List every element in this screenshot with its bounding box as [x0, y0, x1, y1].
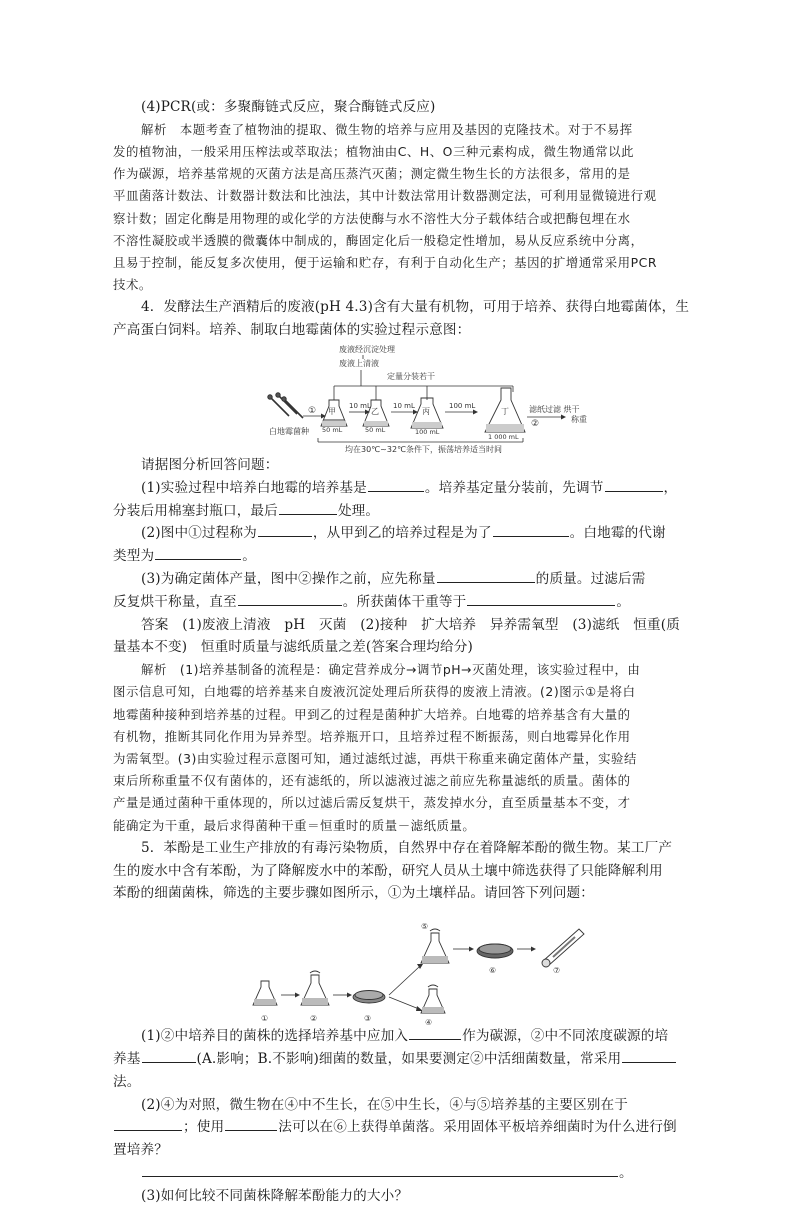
answer-line: 有机物，推断其同化作用为异养型。培养瓶开口，且培养过程不断振荡，则白地霉异化作用 — [113, 728, 631, 744]
q4-line1: (1)实验过程中培养白地霉的培养基是 。培养基定量分装前，先调节 ， — [113, 477, 683, 500]
answer-line: 5．苯酚是工业生产排放的有毒污染物质，自然界中存在着降解苯酚的微生物。某工厂产 — [141, 839, 673, 856]
text-line: 平皿菌落计数法、计数器计数法和比浊法，其中计数法常用计数器测定法，可利用显微镜进行观 — [113, 188, 657, 204]
flask-yi-letter: 乙 — [371, 407, 379, 417]
flask-jia-volume: 50 mL — [322, 426, 343, 435]
text-line: 且易于控制，能反复多次使用，便于运输和贮存，有利于自动化生产；基因的扩增通常采用PCR — [113, 255, 658, 271]
figure-phenol-screening — [113, 907, 683, 1025]
q4-line5: (3)为确定菌体产量，图中②操作之前，应先称量 的质量。过滤后需 — [113, 568, 683, 591]
fig-label-right2: 称重 — [571, 415, 587, 425]
text-line: 技术。 — [113, 277, 152, 293]
answer-blank[interactable] — [279, 500, 337, 515]
text-line: (4)PCR(或：多聚酶链式反应，聚合酶链式反应) — [141, 99, 436, 115]
answer-line: 能确定为干重，最后求得菌种干重＝恒重时的质量－滤纸质量。 — [113, 817, 476, 833]
q5-line2: 养基 (A.影响；B.不影响)细菌的数量，如果要测定②中活细菌数量，常采用 — [113, 1048, 683, 1071]
fig-label-bottom: 均在30℃~32℃条件下，振荡培养适当时间 — [345, 445, 503, 455]
flask-jia-letter: 甲 — [328, 407, 336, 417]
answer-blank[interactable] — [258, 522, 312, 537]
fig2-label-7: ⑦ — [553, 966, 561, 976]
flask-ding-letter: 丁 — [501, 407, 509, 417]
answer-blank[interactable] — [493, 522, 569, 537]
q5-line6: 置培养？ — [113, 1142, 168, 1159]
flask-ding-volume: 1 000 mL — [488, 433, 519, 442]
answer-blank[interactable] — [238, 591, 342, 606]
answer-blank[interactable] — [142, 1048, 196, 1063]
transfer-3: 100 mL — [449, 402, 476, 411]
inoculum-tubes-icon — [271, 396, 303, 418]
process-diagram — [113, 342, 683, 454]
answer-blank[interactable] — [409, 1025, 461, 1040]
answer-line: 量基本不变) 恒重时质量与滤纸质量之差(答案合理均给分) — [113, 639, 473, 656]
q5-line3: 法。 — [113, 1073, 141, 1090]
answer-blank[interactable] — [155, 545, 241, 560]
answer-line: 图示信息可知，白地霉的培养基来自废液沉淀处理后所获得的废液上清液。(2)图示①是将白 — [113, 684, 636, 700]
top-text-block — [113, 96, 690, 342]
answer-blank[interactable] — [605, 477, 663, 492]
text-line: 察计数；固定化酶是用物理的或化学的方法使酶与水不溶性大分子载体结合或把酶包埋在水 — [113, 210, 631, 226]
transfer-2: 10 mL — [393, 402, 415, 411]
q4-intro: 请据图分析回答问题： — [141, 457, 279, 474]
text-line: 产高蛋白饲料。培养、制取白地霉菌体的实验过程示意图： — [113, 322, 471, 339]
screening-diagram — [113, 907, 683, 1025]
streak-plate-icon — [477, 944, 513, 958]
fig-label-left: 白地霉菌种 — [269, 427, 309, 437]
answer-line: 地霉菌种接种到培养基的过程。甲到乙的过程是菌种扩大培养。白地霉的培养基含有大量的 — [113, 706, 631, 722]
q5-line4: (2)④为对照，微生物在④中不生长，在⑤中生长，④与⑤培养基的主要区别在于 — [141, 1096, 628, 1113]
answer-blank[interactable] — [437, 568, 535, 583]
text-line: 不溶性凝胶或半透膜的微囊体中制成的，酶固定化后一般稳定性增加，易从反应系统中分离， — [113, 232, 644, 248]
q4-line4: 类型为 。 — [113, 545, 683, 568]
answer-line: 答案 (1)废液上清液 pH 灭菌 (2)接种 扩大培养 异养需氧型 (3)滤纸 恒重(质 — [141, 616, 680, 633]
answer-line: 为需氧型。(3)由实验过程示意图可知，通过滤纸过滤，再烘干称重来确定菌体产量，实验结 — [113, 751, 637, 766]
fig-label-top2: 废液上清液 — [339, 359, 379, 369]
question5 — [113, 1025, 683, 1207]
text-line: 发的植物油，一般采用压榨法或萃取法；植物油由C、H、O三种元素构成，微生物通常以此 — [113, 144, 635, 159]
answer-line: 产量是通过菌种干重体现的，所以过滤后需反复烘干，蒸发掉水分，直至质量基本不变，才 — [113, 795, 631, 811]
q4-line3: (2)图中①过程称为 ，从甲到乙的培养过程是为了 。白地霉的代谢 — [113, 522, 683, 545]
answer-block — [113, 614, 683, 906]
text-line: 解析 本题考查了植物油的提取、微生物的培养与应用及基因的克隆技术。对于不易挥 — [141, 121, 633, 137]
answer-line: 生的废水中含有苯酚，为了降解废水中的苯酚，研究人员从土壤中筛选获得了只能降解利用 — [113, 862, 663, 879]
q4-line6: 反复烘干称量，直至 。所获菌体干重等于 。 — [113, 591, 683, 614]
question4 — [113, 454, 683, 614]
answer-blank[interactable] — [368, 477, 424, 492]
answer-blank[interactable] — [622, 1048, 676, 1063]
fig-label-top1: 废液经沉淀处理 — [339, 345, 395, 355]
flask-yi-volume: 50 mL — [365, 426, 386, 435]
q5-line5: ；使用 法可以在⑥上获得单菌落。采用固体平板培养细菌时为什么进行倒 — [113, 1116, 683, 1139]
answer-blank[interactable] — [114, 1116, 182, 1131]
fig2-label-5: ⑤ — [421, 922, 429, 932]
answer-line: 苯酚的细菌菌株，筛选的主要步骤如图所示，①为土壤样品。请回答下列问题： — [113, 885, 595, 902]
text-line: 作为碳源，培养基常规的灭菌方法是高压蒸汽灭菌；测定微生物生长的方法很多，常用的是 — [113, 166, 631, 182]
answer-line: 束后所称重量不仅有菌体的，还有滤纸的，所以滤液过滤之前应先称量滤纸的质量。菌体的 — [113, 773, 631, 789]
answer-blank[interactable] — [467, 591, 615, 606]
petri-dish-icon — [353, 991, 385, 1004]
fig2-label-6: ⑥ — [489, 966, 497, 976]
document-page — [113, 96, 690, 1208]
fig2-label-3: ③ — [364, 1014, 372, 1024]
q5-line8: (3)如何比较不同菌株降解苯酚能力的大小？ — [141, 1187, 409, 1204]
q5-line7: 。 — [113, 1162, 683, 1185]
fig-step2: ② — [531, 419, 540, 430]
flask-bing-letter: 丙 — [422, 407, 430, 417]
fig2-label-4: ④ — [425, 1018, 433, 1026]
transfer-1: 10 mL — [349, 402, 371, 411]
fig-label-top3: 定量分装若干 — [387, 372, 435, 382]
answer-blank[interactable] — [225, 1116, 277, 1131]
q4-line2: 分装后用棉塞封瓶口，最后 处理。 — [113, 500, 683, 523]
q5-line1: (1)②中培养目的菌株的选择培养基中应加入 作为碳源，②中不同浓度碳源的培 — [113, 1025, 683, 1048]
fig-label-right1: 滤纸过滤 烘干 — [529, 405, 580, 415]
fig2-label-1: ① — [261, 1014, 269, 1024]
fig2-label-2: ② — [310, 1014, 318, 1024]
fig-step1: ① — [308, 406, 317, 417]
answer-blank[interactable] — [142, 1162, 618, 1177]
answer-line: 解析 (1)培养基制备的流程是：确定营养成分→调节pH→灭菌处理，该实验过程中，由 — [141, 662, 641, 678]
flask-bing-volume: 100 mL — [415, 428, 440, 437]
text-line: 4．发酵法生产酒精后的废液(pH 4.3)含有大量有机物，可用于培养、获得白地霉菌体，生 — [141, 299, 690, 316]
figure-baidimei-process — [113, 342, 683, 454]
